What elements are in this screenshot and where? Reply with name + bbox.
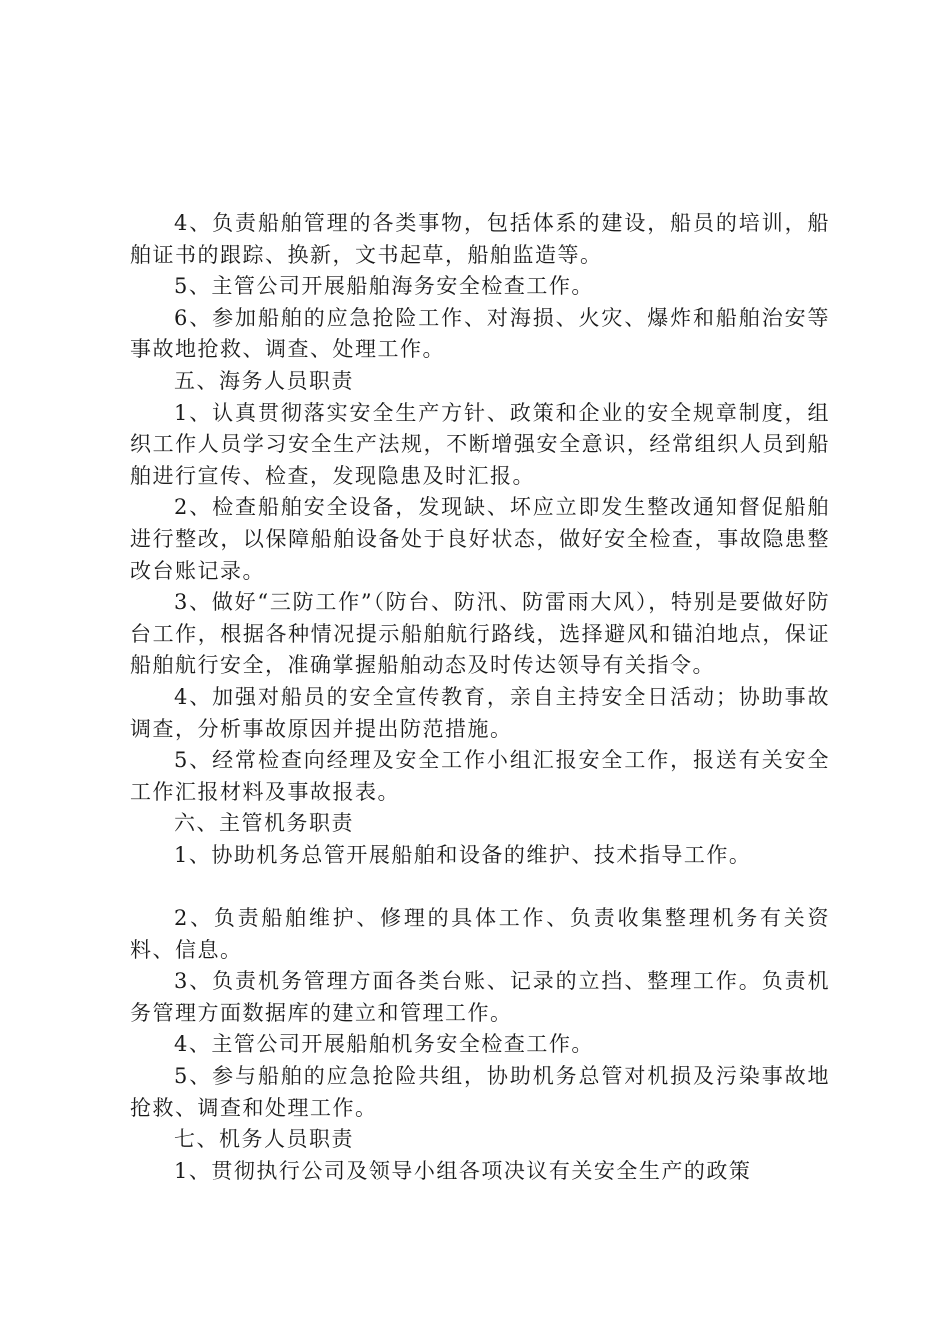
paragraph: 5、经常检查向经理及安全工作小组汇报安全工作，报送有关安全工作汇报材料及事故报表。 (130, 748, 830, 804)
section-heading: 五、海务人员职责 (174, 368, 354, 393)
paragraph: 1、认真贯彻落实安全生产方针、政策和企业的安全规章制度，组织工作人员学习安全生产法规，不断增强安全意识，经常组织人员到船舶进行宣传、检查，发现隐患及时汇报。 (130, 400, 830, 488)
paragraph: 5、主管公司开展船舶海务安全检查工作。 (174, 274, 594, 299)
paragraph: 5、参与船舶的应急抢险共组，协助机务总管对机损及污染事故地抢救、调查和处理工作。 (130, 1064, 830, 1120)
paragraph: 6、参加船舶的应急抢险工作、对海损、火灾、爆炸和船舶治安等事故地抢救、调查、处理工作。 (130, 305, 830, 362)
section-heading: 六、主管机务职责 (174, 811, 354, 836)
paragraph: 4、负责船舶管理的各类事物，包括体系的建设，船员的培训，船舶证书的跟踪、换新，文书起草，船舶监造等。 (130, 211, 830, 267)
paragraph: 1、协助机务总管开展船舶和设备的维护、技术指导工作。 (174, 842, 752, 867)
paragraph: 3、做好“三防工作”（防台、防汛、防雷雨大风），特别是要做好防台工作，根据各种情况提示船舶航行路线，选择避风和锚泊地点，保证船舶航行安全，准确掌握船舶动态及时传达领导有关指令。 (130, 590, 830, 678)
paragraph: 4、主管公司开展船舶机务安全检查工作。 (174, 1032, 594, 1057)
paragraph: 2、检查船舶安全设备，发现缺、坏应立即发生整改通知督促船舶进行整改，以保障船舶设备处于良好状态，做好安全检查，事故隐患整改台账记录。 (130, 495, 830, 583)
paragraph: 4、加强对船员的安全宣传教育，亲自主持安全日活动；协助事故调查，分析事故原因并提出防范措施。 (130, 684, 830, 741)
paragraph: 3、负责机务管理方面各类台账、记录的立挡、整理工作。负责机务管理方面数据库的建立和管理工作。 (130, 969, 830, 1025)
document-body (130, 208, 830, 1187)
paragraph: 1、贯彻执行公司及领导小组各项决议有关安全生产的政策 (174, 1158, 752, 1183)
section-heading: 七、机务人员职责 (174, 1127, 354, 1152)
paragraph: 2、负责船舶维护、修理的具体工作、负责收集整理机务有关资料、信息。 (130, 906, 830, 962)
blank-line (130, 871, 830, 903)
